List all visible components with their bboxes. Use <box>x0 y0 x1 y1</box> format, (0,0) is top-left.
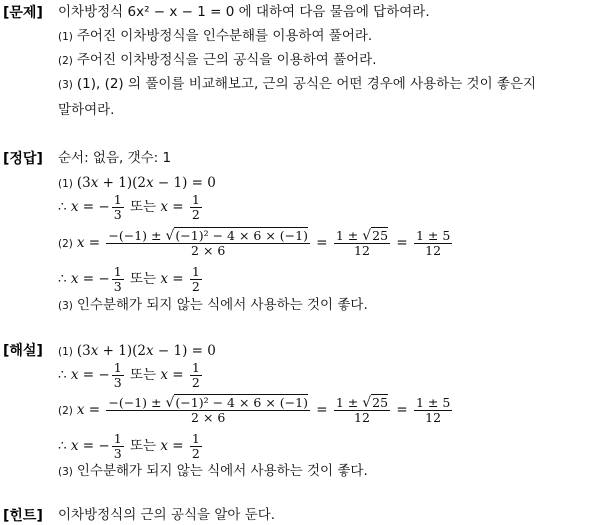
answer-formula-roots: ∴ x = − $\frac{1}{3}$ 또는 x = $\frac{1}{2}$ <box>58 264 200 294</box>
answer-factor-eq: (1) (3x + 1)(2x − 1) = 0 <box>58 175 216 191</box>
problem-label: [문제] <box>3 5 43 21</box>
problem-q3-cont: 말하여라. <box>58 102 115 118</box>
answer-meta: 순서: 없음, 갯수: 1 <box>58 150 172 166</box>
problem-main: 이차방정식 6x² − x − 1 = 0 에 대하여 다음 물음에 답하여라. <box>58 4 430 20</box>
hint-label: [힌트] <box>3 508 43 524</box>
problem-q1: (1) 주어진 이차방정식을 인수분해를 이용하여 풀어라. <box>58 28 373 44</box>
expl-factor-eq: (1) (3x + 1)(2x − 1) = 0 <box>58 343 216 359</box>
expl-q3: (3) 인수분해가 되지 않는 식에서 사용하는 것이 좋다. <box>58 463 368 479</box>
expl-factor-roots: ∴ x = − $\frac{1}{3}$ 또는 x = $\frac{1}{2}$ <box>58 360 200 390</box>
expl-formula-roots: ∴ x = − $\frac{1}{3}$ 또는 x = $\frac{1}{2}$ <box>58 431 200 461</box>
problem-q3: (3) (1), (2) 의 풀이를 비교해보고, 근의 공식은 어떤 경우에 사용하는 것이 좋은지 <box>58 76 537 92</box>
hint-text: 이차방정식의 근의 공식을 알아 둔다. <box>58 507 276 523</box>
answer-q3: (3) 인수분해가 되지 않는 식에서 사용하는 것이 좋다. <box>58 297 368 313</box>
problem-q2: (2) 주어진 이차방정식을 근의 공식을 이용하여 풀어라. <box>58 52 377 68</box>
answer-label: [정답] <box>3 151 43 167</box>
explanation-label: [해설] <box>3 343 43 359</box>
answer-factor-roots: ∴ x = − $\frac{1}{3}$ 또는 x = $\frac{1}{2}$ <box>58 192 200 222</box>
answer-formula: (2) x = $\frac{\text{−(−1) ± √(−1)² − 4 × 6 × (−1)}}{2 \times 6}$ = $\frac{1 \pm √25}{12}$ = $\frac{1 \pm 5}{12}$ <box>58 228 451 258</box>
expl-formula: (2) x = $\frac{\text{−(−1) ± √(−1)² − 4 × 6 × (−1)}}{2 \times 6}$ = $\frac{1 \pm √25}{12}$ = $\frac{1 \pm 5}{12}$ <box>58 395 451 425</box>
